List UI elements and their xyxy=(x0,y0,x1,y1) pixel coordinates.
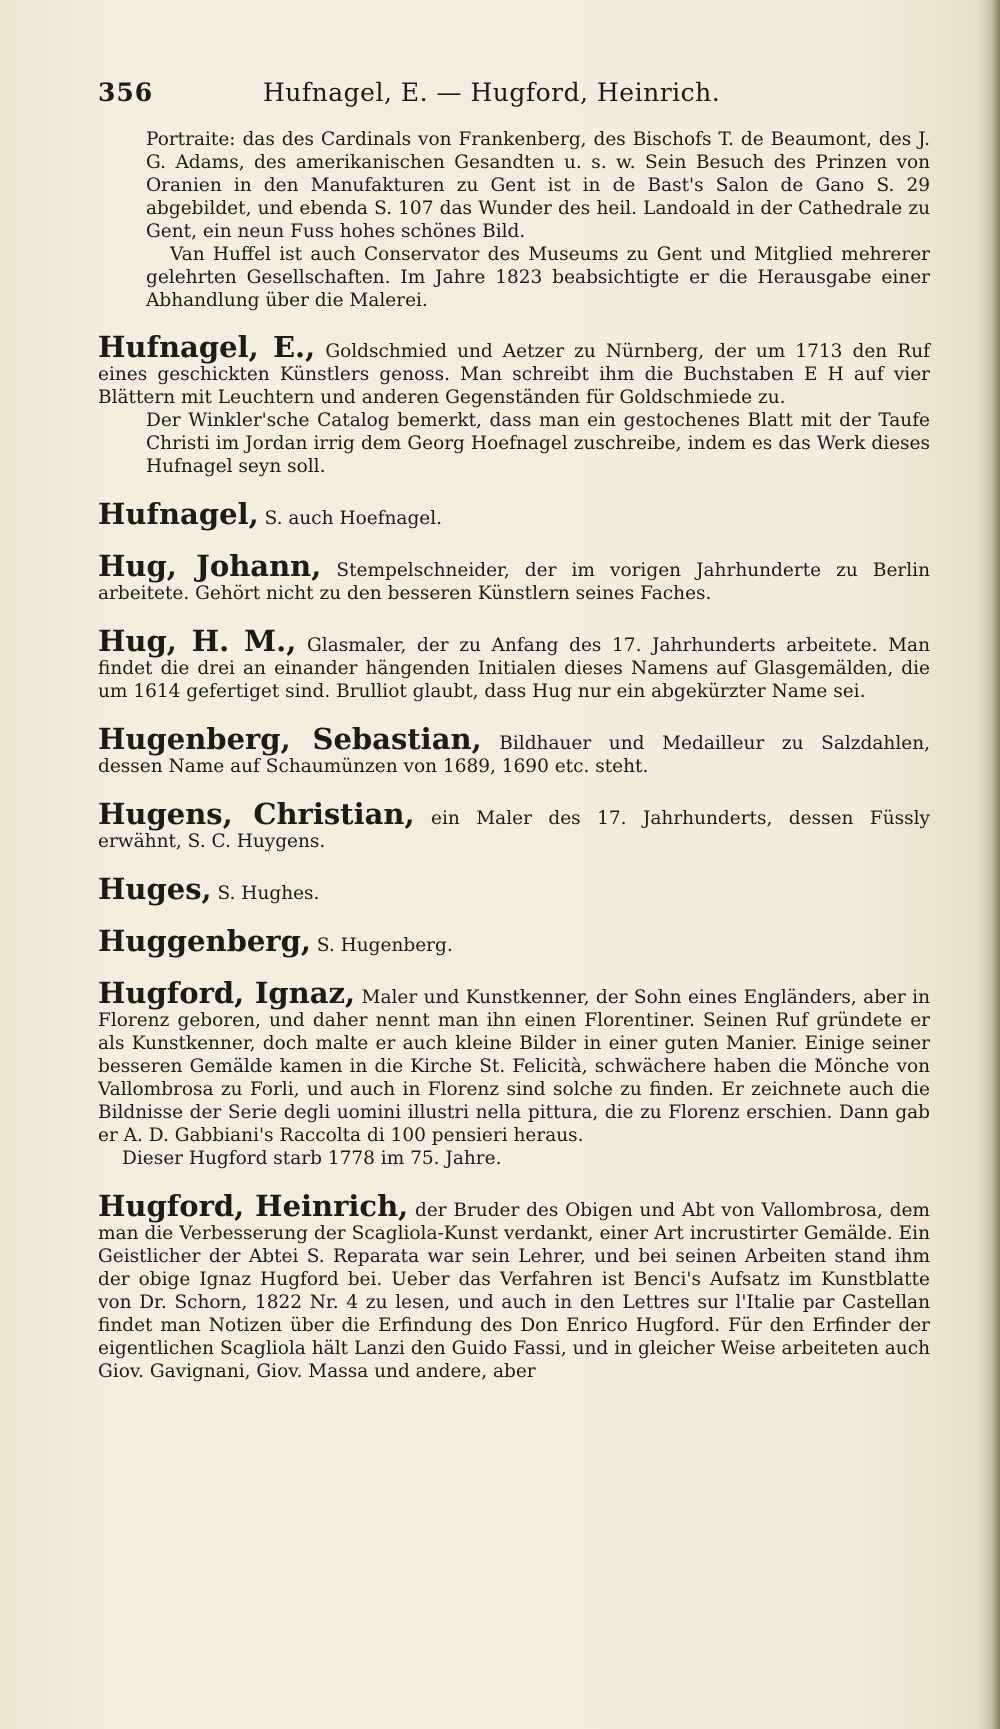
page-text xyxy=(98,128,930,1383)
entry-hug-johann xyxy=(98,551,930,605)
entry-text: Stempelschneider, der im vorigen Jahrhunderte zu Berlin arbeitete. Gehört nicht zu den besseren Künstlern seines Faches. xyxy=(98,560,930,604)
page-spine-shadow xyxy=(978,0,1000,1729)
entry-text: Dieser Hugford starb 1778 im 75. Jahre. xyxy=(122,1148,502,1169)
running-title: Hufnagel, E. — Hugford, Heinrich. xyxy=(263,78,721,107)
entry-text: Glasmaler, der zu Anfang des 17. Jahrhunderts arbeitete. Man findet die drei an einander hängenden Initialen dieses Namens auf Glasgemälden, die um 1614 gefertiget sind. Brulliot glaubt, dass Hug nur ein abgekürzter Name sei. xyxy=(98,635,930,702)
entry-hufnagel xyxy=(98,499,930,530)
entry-text: S. auch Hoefnagel. xyxy=(264,508,443,529)
entry-text: S. Hugenberg. xyxy=(316,935,453,956)
entry-head: Huges, xyxy=(98,872,212,906)
entry-text: ein Maler des 17. Jahrhunderts, dessen Füssly erwähnt, S. C. Huygens. xyxy=(98,808,930,852)
entry-text: Maler und Kunstkenner, der Sohn eines Engländers, aber in Florenz geboren, und daher nennt man ihn einen Florentiner. Seinen Ruf gründete er als Kunstkenner, doch malte er auch kleine Bilder in einer guten Manier. Einige seiner besseren Gemälde kamen in die Kirche St. Felicità, schwächere haben die Mönche von Vallombrosa zu Forli, und auch in Florenz sind solche zu finden. Er zeichnete auch die Bildnisse der Serie degli uomini illustri nella pittura, die zu Florenz erschien. Dann gab er A. D. Gabbiani's Raccolta di 100 pensieri heraus. xyxy=(98,987,930,1146)
entry-text: der Bruder des Obigen und Abt von Vallombrosa, dem man die Verbesserung der Scagliola-Kunst verdankt, einer Art incrustirter Gemälde. Ein Geistlicher der Abtei S. Reparata war sein Lehrer, und bei seinen Arbeiten stand ihm der obige Ignaz Hugford bei. Ueber das Verfahren ist Benci's Aufsatz im Kunstblatte von Dr. Schorn, 1822 Nr. 4 zu lesen, und auch in den Lettres sur l'Italie par Castellan findet man Notizen über die Erfindung des Don Enrico Hugford. Für den Erfinder der eigentlichen Scagliola hält Lanzi den Guido Fassi, und in gleicher Weise arbeiteten auch Giov. Gavignani, Giov. Massa und andere, aber xyxy=(98,1200,930,1382)
entry-hug-h-m xyxy=(98,626,930,703)
entry-head: Hufnagel, xyxy=(98,497,259,531)
entry-text: Bildhauer und Medailleur zu Salzdahlen, dessen Name auf Schaumünzen von 1689, 1690 etc. steht. xyxy=(98,733,930,777)
entry-text: Goldschmied und Aetzer zu Nürnberg, der um 1713 den Ruf eines geschickten Künstlers genoss. Man schreibt ihm die Buchstaben E H auf vier Blättern mit Leuchtern und anderen Gegenständen für Goldschmiede zu. xyxy=(98,341,930,408)
entry-head: Huggenberg, xyxy=(98,924,311,958)
entry-head: Hufnagel, E., xyxy=(98,330,316,364)
entry-text: Der Winkler'sche Catalog bemerkt, dass man ein gestochenes Blatt mit der Taufe Christi im Jordan irrig dem Georg Hoefnagel zuschreibe, indem es das Werk dieses Hufnagel seyn soll. xyxy=(146,410,930,477)
entry-head: Hug, Johann, xyxy=(98,549,322,583)
entry-head: Hugens, Christian, xyxy=(98,797,415,831)
continuation-text xyxy=(146,128,930,312)
entry-head: Hug, H. M., xyxy=(98,624,297,658)
entry-head: Hugford, Heinrich, xyxy=(98,1189,409,1223)
entry-hugens xyxy=(98,799,930,853)
entry-head: Hugford, Ignaz, xyxy=(98,976,356,1010)
entry-huges xyxy=(98,874,930,905)
entry-text: S. Hughes. xyxy=(217,883,320,904)
page-number: 356 xyxy=(98,78,154,107)
entry-hugford-heinrich xyxy=(98,1191,930,1383)
entry-hufnagel-e xyxy=(98,332,930,478)
entry-hugenberg xyxy=(98,724,930,778)
page-header xyxy=(98,78,928,108)
entry-head: Hugenberg, Sebastian, xyxy=(98,722,482,756)
entry-hugford-ignaz xyxy=(98,978,930,1170)
continuation-paragraph: Portraite: das des Cardinals von Frankenberg, des Bischofs T. de Beaumont, des J. G. Adams, des amerikanischen Gesandten u. s. w. Sein Besuch des Prinzen von Oranien in den Manufakturen zu Gent ist in de Bast's Salon de Gano S. 29 abgebildet, und ebenda S. 107 das Wunder des heil. Landoald in der Cathedrale zu Gent, ein neun Fuss hohes schönes Bild. xyxy=(146,129,930,242)
entry-huggenberg xyxy=(98,926,930,957)
continuation-paragraph: Van Huffel ist auch Conservator des Museums zu Gent und Mitglied mehrerer gelehrten Gesellschaften. Im Jahre 1823 beabsichtigte er die Herausgabe einer Abhandlung über die Malerei. xyxy=(146,244,930,311)
